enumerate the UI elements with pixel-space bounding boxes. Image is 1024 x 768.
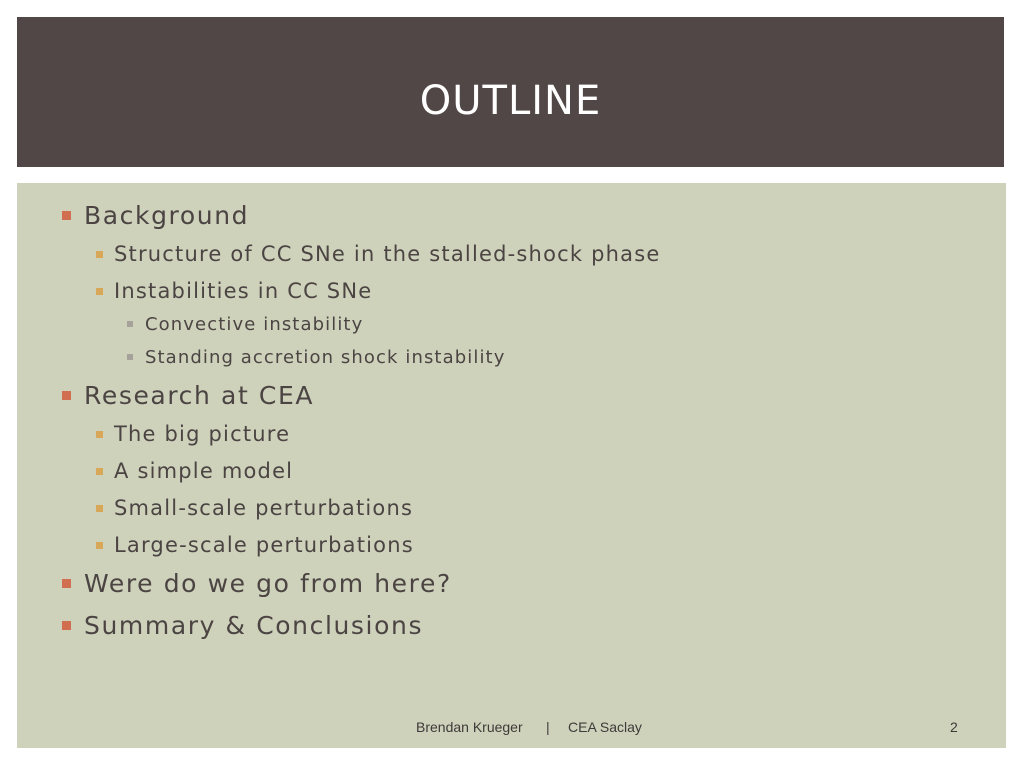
outline-item-label: Convective instability — [145, 314, 364, 335]
outline-item-background — [84, 201, 249, 230]
outline-subitem-big-picture — [114, 422, 290, 446]
outline-subitem-structure — [114, 242, 660, 266]
square-bullet-icon — [96, 288, 103, 295]
outline-item-label: Structure of CC SNe in the stalled-shock phase — [114, 242, 661, 266]
square-bullet-icon — [62, 391, 71, 400]
footer-author: Brendan Krueger — [416, 719, 523, 735]
outline-item-label: Summary & Conclusions — [84, 611, 424, 640]
outline-item-label: Were do we go from here? — [84, 569, 452, 598]
outline-subsubitem-sasi — [145, 347, 505, 368]
square-bullet-icon — [62, 211, 71, 220]
square-bullet-icon — [62, 579, 71, 588]
outline-item-label: Small-scale perturbations — [114, 496, 414, 520]
square-bullet-icon — [127, 354, 133, 360]
outline-item-label: Background — [84, 201, 250, 230]
square-bullet-icon — [96, 505, 103, 512]
outline-subitem-instabilities — [114, 279, 372, 303]
outline-subitem-large-scale — [114, 533, 414, 557]
title-bar — [17, 17, 1004, 167]
footer-institution: CEA Saclay — [568, 719, 642, 735]
outline-item-next-steps — [84, 569, 452, 598]
outline-item-label: Research at CEA — [84, 381, 315, 410]
outline-item-label: A simple model — [114, 459, 294, 483]
outline-item-label: Standing accretion shock instability — [145, 347, 506, 368]
slide-number: 2 — [950, 719, 958, 735]
square-bullet-icon — [96, 251, 103, 258]
square-bullet-icon — [127, 321, 133, 327]
content-area — [17, 183, 1006, 748]
footer-separator: | — [546, 719, 550, 735]
square-bullet-icon — [96, 431, 103, 438]
outline-item-label: Instabilities in CC SNe — [114, 279, 373, 303]
square-bullet-icon — [96, 468, 103, 475]
outline-item-summary — [84, 611, 423, 640]
slide-title: OUTLINE — [419, 78, 602, 124]
square-bullet-icon — [96, 542, 103, 549]
square-bullet-icon — [62, 621, 71, 630]
outline-subsubitem-convective — [145, 314, 363, 335]
outline-subitem-simple-model — [114, 459, 293, 483]
outline-item-label: The big picture — [114, 422, 291, 446]
outline-item-label: Large-scale perturbations — [114, 533, 414, 557]
outline-item-research — [84, 381, 314, 410]
outline-subitem-small-scale — [114, 496, 413, 520]
